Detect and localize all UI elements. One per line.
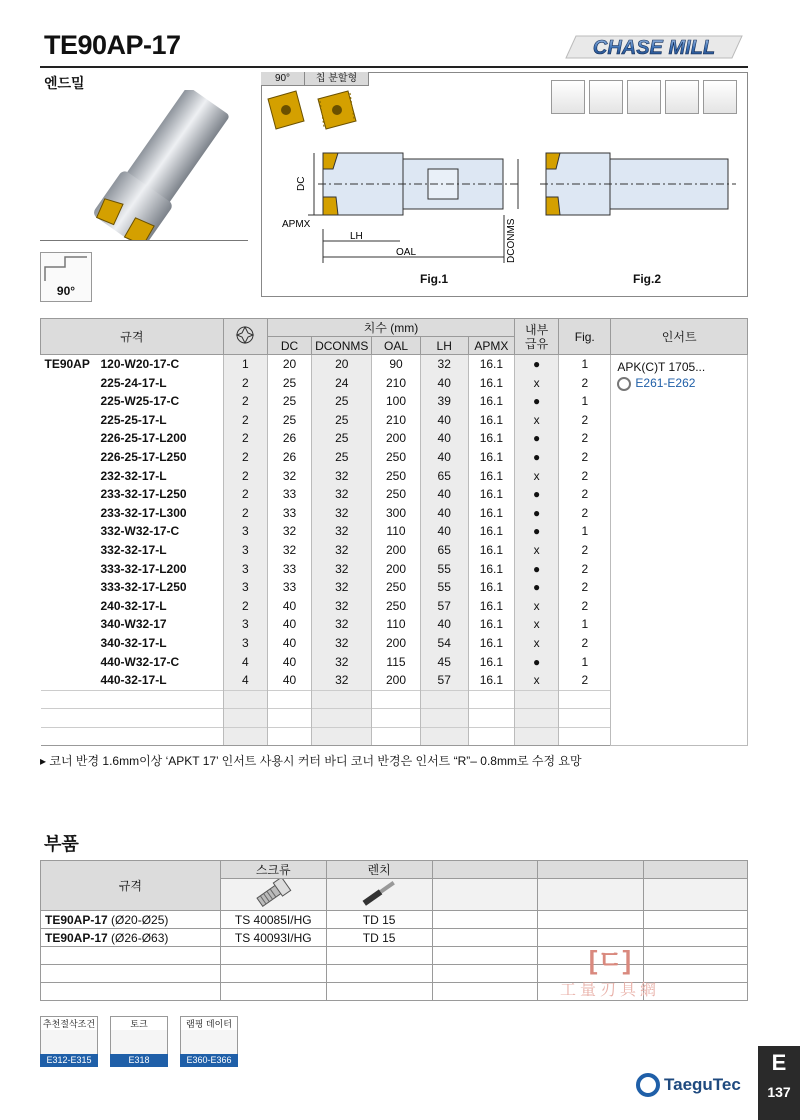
- insert-reference[interactable]: E261-E262: [617, 375, 741, 391]
- insert-type-header: [261, 72, 369, 86]
- dconms-cell: 25: [312, 392, 372, 411]
- spec-code: [41, 727, 224, 746]
- svg-text:OAL: OAL: [396, 247, 417, 258]
- fig2-label: Fig.2: [633, 272, 662, 286]
- parts-spec-header: 규격: [41, 861, 221, 911]
- insert-type-chipbreaker: 칩 분할형: [315, 73, 358, 84]
- dc-cell: 33: [267, 578, 311, 597]
- fig-cell: 2: [559, 467, 611, 486]
- fig-cell: 2: [559, 485, 611, 504]
- wrench-icon: [359, 879, 399, 907]
- dc-cell: 40: [267, 597, 311, 616]
- fig-cell: 1: [559, 653, 611, 672]
- lh-header: LH: [420, 337, 468, 355]
- fig-cell: 2: [559, 429, 611, 448]
- lh-cell: 39: [420, 392, 468, 411]
- coolant-cell: x: [514, 597, 558, 616]
- apmx-cell: 16.1: [468, 597, 514, 616]
- lh-cell: 40: [420, 522, 468, 541]
- apmx-cell: [468, 690, 514, 709]
- ramping-icon: [665, 80, 699, 114]
- spec-code: 340-W32-17: [41, 615, 224, 634]
- oal-cell: 300: [372, 504, 420, 523]
- spec-code: 225-24-17-L: [41, 374, 224, 393]
- oal-cell: 250: [372, 485, 420, 504]
- oal-cell: 200: [372, 560, 420, 579]
- operation-icons: [551, 80, 737, 114]
- flutes-cell: 3: [223, 615, 267, 634]
- angle-profile-icon: [41, 253, 91, 283]
- dconms-cell: 24: [312, 374, 372, 393]
- oal-cell: 210: [372, 374, 420, 393]
- endmill-photo: [44, 90, 244, 240]
- spec-code: 225-25-17-L: [41, 411, 224, 430]
- oal-cell: 250: [372, 448, 420, 467]
- flutes-cell: 2: [223, 429, 267, 448]
- fig-cell: 2: [559, 634, 611, 653]
- spec-code: 240-32-17-L: [41, 597, 224, 616]
- dconms-cell: 25: [312, 448, 372, 467]
- dconms-cell: 20: [312, 355, 372, 374]
- dconms-cell: 25: [312, 429, 372, 448]
- dconms-cell: 32: [312, 560, 372, 579]
- parts-title: 부품: [44, 834, 79, 854]
- wrench-cell: TD 15: [326, 911, 432, 929]
- photo-divider: [40, 240, 248, 241]
- flutes-cell: 3: [223, 541, 267, 560]
- flutes-cell: 1: [223, 355, 267, 374]
- flutes-cell: [223, 690, 267, 709]
- dconms-cell: 32: [312, 522, 372, 541]
- dc-cell: [267, 690, 311, 709]
- fig1-label: Fig.1: [420, 272, 449, 286]
- lh-cell: 45: [420, 653, 468, 672]
- screw-image: [220, 879, 326, 911]
- chase-mill-logo: [560, 32, 748, 62]
- spec-header: 규격: [41, 319, 224, 355]
- flutes-cell: 4: [223, 671, 267, 690]
- page-number: 137: [767, 1084, 791, 1100]
- dconms-cell: 32: [312, 485, 372, 504]
- dconms-cell: [312, 709, 372, 728]
- ramping-icon: [180, 1030, 238, 1054]
- company-logo: TaeguTec: [636, 1070, 754, 1100]
- oal-cell: [372, 690, 420, 709]
- apmx-cell: 16.1: [468, 578, 514, 597]
- parts-spec: TE90AP-17 (Ø26-Ø63): [41, 929, 221, 947]
- lh-cell: [420, 727, 468, 746]
- apmx-cell: 16.1: [468, 653, 514, 672]
- fig-cell: 1: [559, 615, 611, 634]
- dims-header: 치수 (mm): [267, 319, 514, 337]
- flutes-cell: 2: [223, 485, 267, 504]
- coolant-cell: ●: [514, 560, 558, 579]
- fig-cell: 1: [559, 355, 611, 374]
- dconms-cell: 32: [312, 467, 372, 486]
- dc-cell: 40: [267, 671, 311, 690]
- apmx-cell: 16.1: [468, 411, 514, 430]
- dc-cell: 40: [267, 615, 311, 634]
- oal-cell: 200: [372, 541, 420, 560]
- spec-code: [41, 709, 224, 728]
- flutes-cell: 2: [223, 411, 267, 430]
- apmx-cell: 16.1: [468, 485, 514, 504]
- oal-cell: 250: [372, 467, 420, 486]
- shoulder-milling-icon: [589, 80, 623, 114]
- flutes-cell: 3: [223, 634, 267, 653]
- flutes-cell: 2: [223, 448, 267, 467]
- spec-code: 333-32-17-L250: [41, 578, 224, 597]
- spec-code: [41, 690, 224, 709]
- insert-type-angle: 90°: [261, 72, 305, 85]
- spec-code: 332-W32-17-C: [41, 522, 224, 541]
- fig-cell: 2: [559, 374, 611, 393]
- coolant-cell: ●: [514, 653, 558, 672]
- spec-code: 440-W32-17-C: [41, 653, 224, 672]
- dconms-cell: 32: [312, 578, 372, 597]
- lh-cell: 40: [420, 615, 468, 634]
- screw-cell: TS 40085I/HG: [220, 911, 326, 929]
- apmx-cell: 16.1: [468, 448, 514, 467]
- flutes-cell: 2: [223, 504, 267, 523]
- lh-cell: 40: [420, 485, 468, 504]
- fig-cell: 2: [559, 541, 611, 560]
- coolant-cell: x: [514, 671, 558, 690]
- oal-cell: 200: [372, 429, 420, 448]
- oal-cell: 250: [372, 578, 420, 597]
- coolant-cell: [514, 727, 558, 746]
- dconms-cell: 32: [312, 671, 372, 690]
- helical-interpolation-icon: [703, 80, 737, 114]
- spec-code: 225-W25-17-C: [41, 392, 224, 411]
- apmx-cell: 16.1: [468, 392, 514, 411]
- fig-cell: 1: [559, 392, 611, 411]
- insert-cell: [611, 355, 748, 746]
- coolant-cell: x: [514, 634, 558, 653]
- apmx-header: APMX: [468, 337, 514, 355]
- spec-code: 232-32-17-L: [41, 467, 224, 486]
- watermark-text: 工量刃具網: [559, 982, 660, 999]
- dc-cell: 40: [267, 634, 311, 653]
- parts-spec: [41, 947, 221, 965]
- fig-cell: 2: [559, 578, 611, 597]
- oal-header: OAL: [372, 337, 420, 355]
- flutes-cell: [223, 727, 267, 746]
- lh-cell: 65: [420, 467, 468, 486]
- coolant-cell: ●: [514, 448, 558, 467]
- flutes-header: [223, 319, 267, 355]
- apmx-cell: [468, 727, 514, 746]
- dc-cell: 33: [267, 504, 311, 523]
- coolant-cell: ●: [514, 578, 558, 597]
- flutes-cell: 2: [223, 374, 267, 393]
- fig-cell: 2: [559, 448, 611, 467]
- spec-code: TE90AP 120-W20-17-C: [41, 355, 224, 374]
- wrench-image: [326, 879, 432, 911]
- apmx-cell: 16.1: [468, 560, 514, 579]
- flutes-cell: 2: [223, 597, 267, 616]
- dc-cell: 33: [267, 560, 311, 579]
- apmx-cell: 16.1: [468, 374, 514, 393]
- lh-cell: 55: [420, 560, 468, 579]
- spec-code: 226-25-17-L250: [41, 448, 224, 467]
- coolant-cell: x: [514, 467, 558, 486]
- lh-cell: [420, 709, 468, 728]
- coolant-cell: ●: [514, 485, 558, 504]
- lh-cell: 55: [420, 578, 468, 597]
- dconms-cell: 32: [312, 541, 372, 560]
- svg-text:DCONMS: DCONMS: [506, 218, 517, 263]
- insert-images: [262, 87, 369, 135]
- dconms-header: DCONMS: [312, 337, 372, 355]
- fig-cell: 2: [559, 504, 611, 523]
- dc-cell: 25: [267, 374, 311, 393]
- parts-spec: [41, 983, 221, 1001]
- coolant-cell: ●: [514, 355, 558, 374]
- coolant-cell: x: [514, 615, 558, 634]
- company-logo-icon: [636, 1073, 660, 1097]
- apmx-cell: 16.1: [468, 467, 514, 486]
- section-letter: E: [771, 1050, 787, 1075]
- lh-cell: 40: [420, 504, 468, 523]
- torque-ref[interactable]: 토크 E318: [110, 1016, 168, 1067]
- flutes-cell: 2: [223, 467, 267, 486]
- dc-header: DC: [267, 337, 311, 355]
- page-title: TE90AP-17: [44, 30, 181, 60]
- fig1-drawing: [278, 145, 523, 275]
- reference-icons: [40, 1016, 238, 1067]
- page-tab: [758, 1046, 800, 1120]
- fig-header: Fig.: [559, 319, 611, 355]
- dc-cell: 33: [267, 485, 311, 504]
- parts-spec: TE90AP-17 (Ø20-Ø25): [41, 911, 221, 929]
- title-rule: [40, 66, 748, 68]
- apmx-cell: 16.1: [468, 355, 514, 374]
- lh-cell: 57: [420, 597, 468, 616]
- flutes-cell: [223, 709, 267, 728]
- svg-text:LH: LH: [350, 231, 363, 242]
- dc-cell: 32: [267, 522, 311, 541]
- wrench-header: 렌치: [326, 861, 432, 879]
- flutes-cell: 2: [223, 392, 267, 411]
- usage-note: ▸ 코너 반경 1.6mm이상 ‘APKT 17’ 인서트 사용시 커터 바디 코너 반경은 인서트 “R”– 0.8mm로 수정 요망: [40, 754, 582, 768]
- dconms-cell: 32: [312, 504, 372, 523]
- torque-icon: [110, 1030, 168, 1054]
- insert-code: APK(C)T 1705...: [617, 360, 706, 374]
- lh-cell: 40: [420, 429, 468, 448]
- slotting-icon: [627, 80, 661, 114]
- watermark: [540, 940, 680, 1000]
- oal-cell: 110: [372, 522, 420, 541]
- dc-cell: 25: [267, 411, 311, 430]
- category-label: 엔드밀: [44, 75, 85, 91]
- oal-cell: 115: [372, 653, 420, 672]
- dc-cell: 32: [267, 541, 311, 560]
- fig-cell: [559, 690, 611, 709]
- parts-row: [41, 911, 748, 929]
- fig-cell: [559, 727, 611, 746]
- apmx-cell: 16.1: [468, 429, 514, 448]
- fig2-drawing: [540, 145, 740, 225]
- lh-cell: 32: [420, 355, 468, 374]
- series-prefix: TE90AP: [44, 357, 90, 371]
- oal-cell: [372, 709, 420, 728]
- coolant-cell: ●: [514, 522, 558, 541]
- cutting-conditions-ref[interactable]: 추천절삭조건 E312-E315: [40, 1016, 98, 1067]
- dconms-cell: 32: [312, 634, 372, 653]
- fig-cell: 2: [559, 597, 611, 616]
- fig-cell: 2: [559, 560, 611, 579]
- watermark-mark: [ㄷ]: [588, 945, 632, 975]
- coolant-cell: ●: [514, 429, 558, 448]
- lh-cell: 40: [420, 411, 468, 430]
- dconms-cell: 32: [312, 597, 372, 616]
- lh-cell: 40: [420, 448, 468, 467]
- coolant-cell: [514, 690, 558, 709]
- coolant-cell: x: [514, 374, 558, 393]
- apmx-cell: 16.1: [468, 541, 514, 560]
- dconms-cell: [312, 727, 372, 746]
- table-row: [41, 355, 748, 374]
- lh-cell: [420, 690, 468, 709]
- flutes-cell: 3: [223, 522, 267, 541]
- oal-cell: 100: [372, 392, 420, 411]
- spec-code: 233-32-17-L300: [41, 504, 224, 523]
- approach-angle-label: 90°: [56, 284, 76, 298]
- flute-count-icon: [235, 325, 255, 345]
- oal-cell: [372, 727, 420, 746]
- coolant-cell: x: [514, 411, 558, 430]
- spec-code: 340-32-17-L: [41, 634, 224, 653]
- lh-cell: 40: [420, 374, 468, 393]
- dc-cell: 32: [267, 467, 311, 486]
- lh-cell: 65: [420, 541, 468, 560]
- lh-cell: 54: [420, 634, 468, 653]
- flutes-cell: 3: [223, 560, 267, 579]
- insert-header: 인서트: [611, 319, 748, 355]
- fig-cell: 2: [559, 671, 611, 690]
- fig-cell: 2: [559, 411, 611, 430]
- oal-cell: 90: [372, 355, 420, 374]
- apmx-cell: 16.1: [468, 671, 514, 690]
- coolant-header: 내부 급유: [514, 319, 558, 355]
- spec-code: 226-25-17-L200: [41, 429, 224, 448]
- dconms-cell: 32: [312, 615, 372, 634]
- lh-cell: 57: [420, 671, 468, 690]
- magnifier-icon: [617, 377, 631, 391]
- dconms-cell: [312, 690, 372, 709]
- coolant-cell: [514, 709, 558, 728]
- spec-code: 233-32-17-L250: [41, 485, 224, 504]
- apmx-cell: 16.1: [468, 504, 514, 523]
- oal-cell: 250: [372, 597, 420, 616]
- dconms-cell: 32: [312, 653, 372, 672]
- flutes-cell: 3: [223, 578, 267, 597]
- coolant-cell: ●: [514, 504, 558, 523]
- screw-cell: TS 40093I/HG: [220, 929, 326, 947]
- oal-cell: 210: [372, 411, 420, 430]
- ramping-data-ref[interactable]: 램핑 데이터 E360-E366: [180, 1016, 238, 1067]
- fig-cell: [559, 709, 611, 728]
- dconms-cell: 25: [312, 411, 372, 430]
- oal-cell: 200: [372, 671, 420, 690]
- oal-cell: 200: [372, 634, 420, 653]
- apmx-cell: 16.1: [468, 615, 514, 634]
- flutes-cell: 4: [223, 653, 267, 672]
- dc-cell: 26: [267, 429, 311, 448]
- face-milling-icon: [551, 80, 585, 114]
- oal-cell: 110: [372, 615, 420, 634]
- apmx-cell: 16.1: [468, 522, 514, 541]
- fig-cell: 1: [559, 522, 611, 541]
- coolant-cell: ●: [514, 392, 558, 411]
- screw-icon: [253, 879, 293, 907]
- cutting-conditions-icon: [40, 1030, 98, 1054]
- dc-cell: [267, 709, 311, 728]
- dc-cell: 40: [267, 653, 311, 672]
- svg-text:CHASE MILL: CHASE MILL: [592, 37, 716, 59]
- parts-spec: [41, 965, 221, 983]
- dc-cell: [267, 727, 311, 746]
- specification-table: [40, 318, 748, 746]
- coolant-cell: x: [514, 541, 558, 560]
- svg-text:DC: DC: [296, 176, 307, 191]
- apmx-cell: [468, 709, 514, 728]
- dc-cell: 26: [267, 448, 311, 467]
- apmx-cell: 16.1: [468, 634, 514, 653]
- spec-code: 332-32-17-L: [41, 541, 224, 560]
- dc-cell: 20: [267, 355, 311, 374]
- svg-text:APMX: APMX: [282, 219, 311, 230]
- dc-cell: 25: [267, 392, 311, 411]
- wrench-cell: TD 15: [326, 929, 432, 947]
- spec-code: 333-32-17-L200: [41, 560, 224, 579]
- screw-header: 스크류: [220, 861, 326, 879]
- spec-code: 440-32-17-L: [41, 671, 224, 690]
